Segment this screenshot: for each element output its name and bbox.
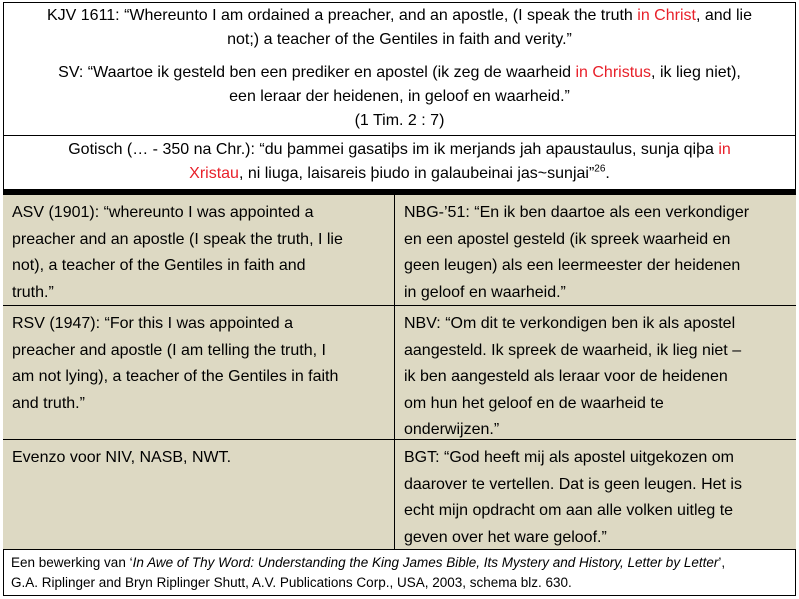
book-title: In Awe of Thy Word: Understanding the King James Bible, Its Mystery and History, Letter by Letter (132, 555, 719, 570)
gothic-highlight-1: in (718, 141, 731, 158)
gothic-line-1: Gotisch (… - 350 na Chr.): “du þammei gasatiþs im ik merjands jah apaustaulus, sunja qiþa in (68, 141, 731, 158)
header-kjv-sv-box (3, 2, 796, 136)
kjv-highlight: in Christ (637, 7, 696, 24)
source-footer (3, 549, 796, 596)
footnote-marker: 26 (594, 163, 606, 175)
header-gothic-box (3, 135, 796, 190)
sv-line-1: SV: “Waartoe ik gesteld ben een prediker en apostel (ik zeg de waarheid in Christus, ik lieg niet), (58, 64, 741, 81)
bible-reference: (1 Tim. 2 : 7) (354, 112, 445, 129)
cell-rsv: RSV (1947): “For this I was appointed a preacher and apostle (I am telling the truth, I am not lying), a teacher of the Gentiles in faith and truth.” (3, 306, 394, 439)
kjv-line-1: KJV 1611: “Whereunto I am ordained a preacher, and an apostle, (I speak the truth in Christ, and lie (46, 7, 752, 24)
column-divider (394, 195, 395, 549)
cell-nbg: NBG-’51: “En ik ben daartoe als een verkondiger en een apostel gesteld (ik spreek waarheid en geen leugen) als een leermeester der heidenen in geloof en waarheid.” (395, 195, 796, 305)
cell-asv: ASV (1901): “whereunto I was appointed a preacher and an apostle (I speak the truth, I lie not), a teacher of the Gentiles in faith and truth.” (3, 195, 394, 305)
translations-grid (3, 195, 796, 549)
sv-line-2: een leraar der heidenen, in geloof en waarheid.” (229, 88, 570, 105)
gothic-line-2: Xristau, ni liuga, laisareis þiudo in galaubeinai jas~sunjai”$^{26}$. (189, 163, 610, 182)
kjv-line-2: not;) a teacher of the Gentiles in faith and verity.” (227, 31, 572, 48)
footer-line-1: Een bewerking van ‘In Awe of Thy Word: Understanding the King James Bible, Its Mystery and History, Letter by Letter’, (11, 555, 726, 570)
cell-bgt: BGT: “God heeft mij als apostel uitgekozen om daarover te vertellen. Dat is geen leugen. Het is echt mijn opdracht om aan alle volken uitleg te geven over het ware geloof.” (395, 440, 796, 549)
cell-nbv: NBV: “Om dit te verkondigen ben ik als apostel aangesteld. Ik spreek de waarheid, ik lieg niet – ik ben aangesteld als leraar voor de heidenen om hun het geloof en de waarheid te onderwijzen.” (395, 306, 796, 439)
footer-line-2: G.A. Riplinger and Bryn Riplinger Shutt, A.V. Publications Corp., USA, 2003, schema blz. 630. (11, 575, 572, 590)
cell-others: Evenzo voor NIV, NASB, NWT. (3, 440, 394, 549)
sv-highlight: in Christus (575, 64, 652, 81)
gothic-highlight-2: Xristau (189, 165, 239, 182)
